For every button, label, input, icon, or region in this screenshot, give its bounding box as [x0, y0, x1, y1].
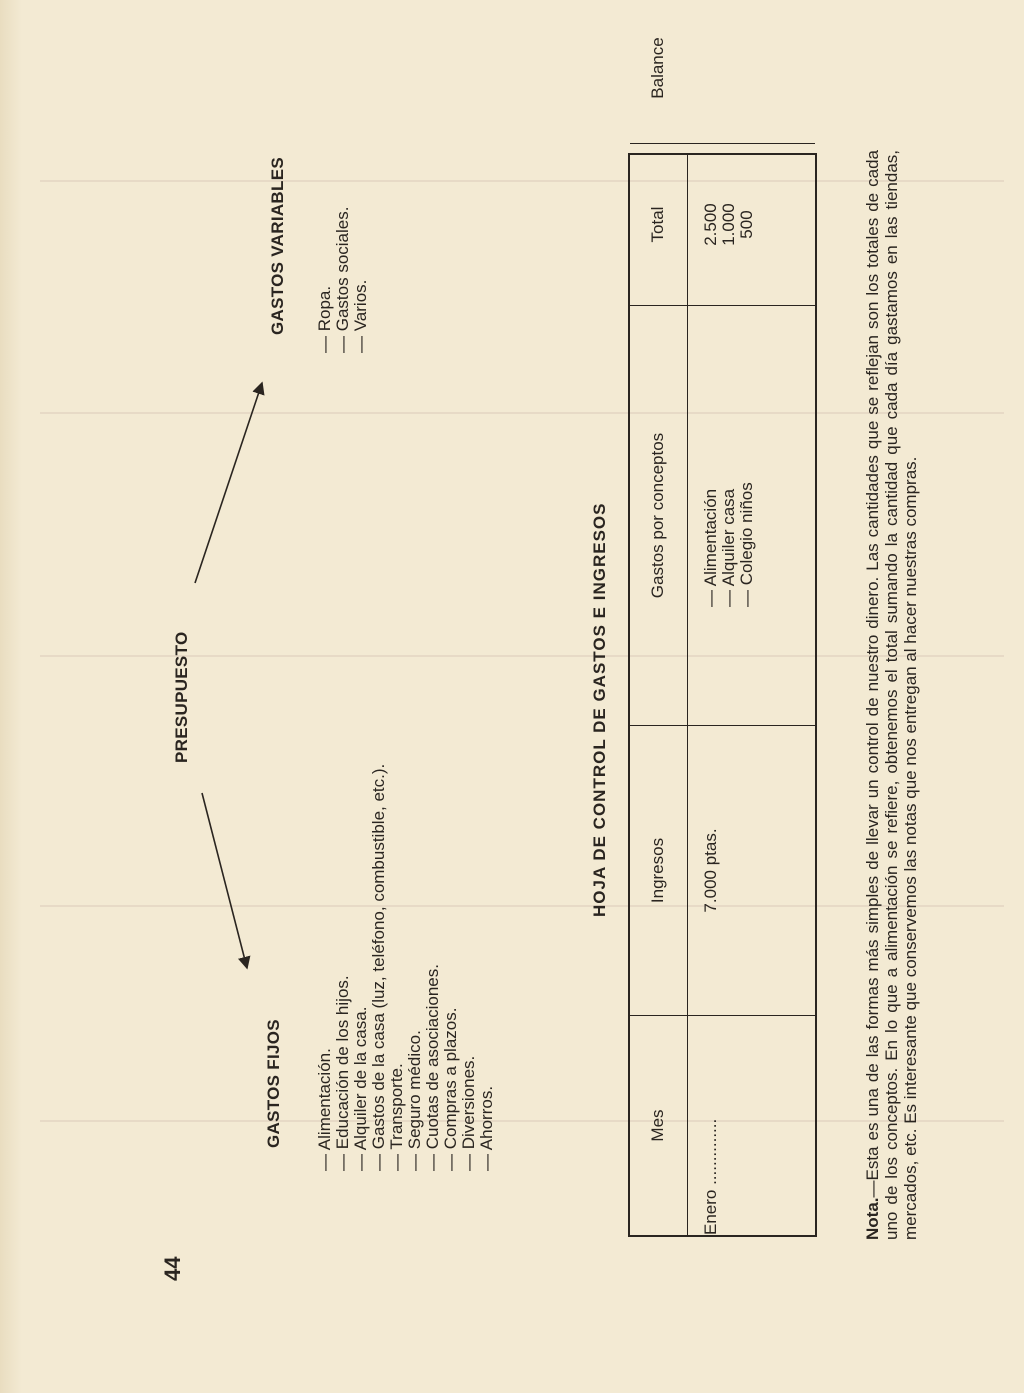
list-item: — Educación de los hijos. — [334, 764, 352, 1171]
list-item: — Seguro médico. — [406, 764, 424, 1171]
list-item: — Ahorros. — [478, 764, 496, 1171]
list-item: — Varios. — [352, 207, 370, 353]
page-number: 44 — [160, 1256, 185, 1281]
header-mes: Mes — [648, 1109, 667, 1142]
list-item: — Compras a plazos. — [442, 764, 460, 1171]
arrow-to-fixed-expenses — [202, 793, 247, 968]
column-conceptos — [630, 305, 815, 725]
cell-total — [702, 144, 756, 305]
header-conceptos: Gastos por conceptos — [648, 432, 667, 599]
column-mes — [630, 1015, 815, 1235]
list-item: — Transporte. — [388, 764, 406, 1171]
budget-title: PRESUPUESTO — [172, 631, 191, 763]
list-item: — Cuotas de asociaciones. — [424, 764, 442, 1171]
concept-item: — Alquiler casa — [720, 482, 738, 607]
header-balance: Balance — [648, 37, 667, 99]
column-balance — [630, 0, 815, 143]
cell-ingresos: 7.000 ptas. — [701, 828, 720, 913]
fixed-expenses-title: GASTOS FIJOS — [264, 1019, 283, 1148]
total-value: 1.000 — [719, 203, 738, 246]
footnote-label: Nota. — [863, 1197, 882, 1240]
total-value: 500 — [737, 210, 756, 239]
list-item: — Gastos sociales. — [334, 207, 352, 353]
footnote — [863, 150, 920, 1240]
column-total — [630, 143, 815, 305]
footnote-text: —Esta es una de las formas más simples de llevar un control de nuestro dinero. Las cantidades que se reflejan son los totales de cada uno de los conceptos. En lo que a alimentación se refiere, obtenemos el total sumando la cantidad que cada día gastamos en las tiendas, mercados, etc. Es interesante que conservemos las notas que nos entregan al hacer nuestras compras. — [863, 150, 920, 1240]
concept-item: — Colegio niños — [738, 482, 756, 607]
list-item: — Ropa. — [316, 207, 334, 353]
header-total: Total — [648, 206, 667, 243]
table-title: HOJA DE CONTROL DE GASTOS E INGRESOS — [590, 502, 609, 917]
arrow-to-variable-expenses — [195, 383, 262, 583]
list-item: — Alimentación. — [316, 764, 334, 1171]
list-item: — Gastos de la casa (luz, teléfono, combustible, etc.). — [370, 764, 388, 1171]
expenses-income-table — [628, 37, 817, 1237]
list-item: — Diversiones. — [460, 764, 478, 1171]
list-item: — Alquiler de la casa. — [352, 764, 370, 1171]
column-ingresos — [630, 725, 815, 1015]
header-ingresos: Ingresos — [648, 837, 667, 904]
cell-conceptos — [702, 482, 756, 607]
cell-mes: Enero .............. — [701, 1118, 720, 1235]
total-value: 2.500 — [701, 203, 720, 246]
variable-expenses-title: GASTOS VARIABLES — [268, 157, 287, 335]
concept-item: — Alimentación — [702, 482, 720, 607]
